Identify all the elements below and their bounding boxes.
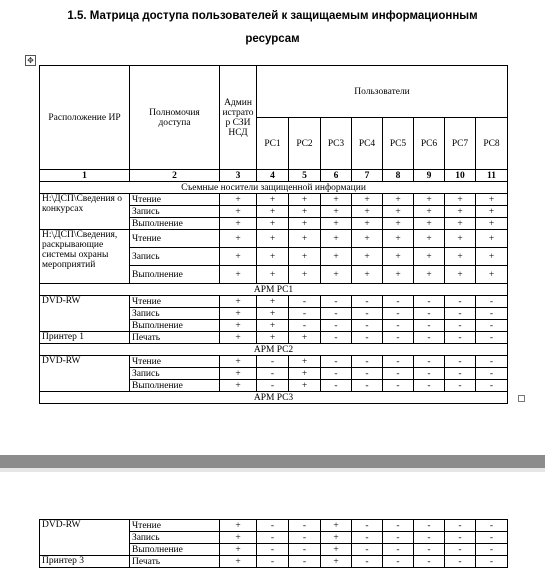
access-right: Запись xyxy=(130,532,220,544)
access-cell: - xyxy=(321,308,352,320)
access-cell: + xyxy=(476,266,508,284)
access-cell: - xyxy=(257,368,289,380)
column-number: 10 xyxy=(445,170,476,182)
access-cell: + xyxy=(289,368,321,380)
access-cell: + xyxy=(414,218,445,230)
access-cell: - xyxy=(257,556,289,568)
column-number: 5 xyxy=(289,170,321,182)
access-right: Чтение xyxy=(130,194,220,206)
user-col-header: PC7 xyxy=(445,118,476,170)
table-row xyxy=(40,194,508,206)
column-number: 3 xyxy=(220,170,257,182)
access-cell: + xyxy=(321,544,352,556)
section-title: АРМ PC1 xyxy=(40,284,508,296)
access-cell: + xyxy=(414,194,445,206)
user-col-header: PC3 xyxy=(321,118,352,170)
access-cell: - xyxy=(476,320,508,332)
access-cell: - xyxy=(445,544,476,556)
access-cell: - xyxy=(383,520,414,532)
access-cell: - xyxy=(383,356,414,368)
access-right: Выполнение xyxy=(130,218,220,230)
user-col-header: PC8 xyxy=(476,118,508,170)
access-cell: - xyxy=(445,380,476,392)
access-cell: + xyxy=(321,556,352,568)
access-matrix-table xyxy=(39,65,508,404)
access-cell: + xyxy=(352,266,383,284)
access-cell: + xyxy=(220,356,257,368)
access-cell: + xyxy=(257,308,289,320)
column-number: 2 xyxy=(130,170,220,182)
access-cell: - xyxy=(414,332,445,344)
column-number: 8 xyxy=(383,170,414,182)
access-cell: - xyxy=(257,356,289,368)
access-cell: + xyxy=(220,308,257,320)
access-right: Чтение xyxy=(130,230,220,248)
access-cell: + xyxy=(383,248,414,266)
access-cell: + xyxy=(321,248,352,266)
access-cell: + xyxy=(220,206,257,218)
table-row xyxy=(40,332,508,344)
page-heading: 1.5. Матрица доступа пользователей к защищаемым информационным xyxy=(67,10,478,22)
access-cell: + xyxy=(257,206,289,218)
access-cell: + xyxy=(220,380,257,392)
access-cell: - xyxy=(289,296,321,308)
resource-location: DVD-RW xyxy=(40,356,130,392)
col-header-admin: Администратор СЗИ НСД xyxy=(220,66,257,170)
access-cell: + xyxy=(476,206,508,218)
access-cell: + xyxy=(257,296,289,308)
access-cell: + xyxy=(383,266,414,284)
access-cell: - xyxy=(321,296,352,308)
access-cell: - xyxy=(445,368,476,380)
access-cell: + xyxy=(220,230,257,248)
access-cell: - xyxy=(321,332,352,344)
page-heading-continuation: ресурсам xyxy=(245,33,300,45)
access-cell: - xyxy=(445,520,476,532)
access-cell: - xyxy=(352,356,383,368)
section-title: Съемные носители защищенной информации xyxy=(40,182,508,194)
access-cell: + xyxy=(445,206,476,218)
access-cell: - xyxy=(445,308,476,320)
access-cell: + xyxy=(445,218,476,230)
access-cell: - xyxy=(383,556,414,568)
access-cell: + xyxy=(257,218,289,230)
access-cell: + xyxy=(476,194,508,206)
resize-handle-icon[interactable] xyxy=(518,395,525,402)
section-row xyxy=(40,392,508,404)
access-cell: - xyxy=(414,356,445,368)
user-col-header: PC2 xyxy=(289,118,321,170)
access-cell: - xyxy=(352,544,383,556)
resource-location: DVD-RW xyxy=(40,520,130,556)
access-cell: + xyxy=(476,248,508,266)
access-cell: + xyxy=(321,230,352,248)
access-cell: - xyxy=(414,308,445,320)
access-cell: - xyxy=(383,380,414,392)
table-row xyxy=(40,230,508,248)
access-cell: - xyxy=(289,520,321,532)
access-cell: + xyxy=(289,332,321,344)
access-cell: + xyxy=(352,218,383,230)
access-cell: - xyxy=(445,332,476,344)
access-cell: + xyxy=(220,266,257,284)
access-cell: - xyxy=(352,332,383,344)
access-cell: - xyxy=(352,380,383,392)
access-cell: - xyxy=(476,520,508,532)
access-cell: + xyxy=(383,206,414,218)
user-col-header: PC1 xyxy=(257,118,289,170)
access-cell: - xyxy=(383,308,414,320)
access-cell: - xyxy=(476,532,508,544)
access-matrix-continuation xyxy=(39,519,508,568)
access-cell: - xyxy=(476,380,508,392)
access-cell: + xyxy=(289,194,321,206)
access-cell: + xyxy=(220,248,257,266)
access-cell: - xyxy=(476,544,508,556)
access-cell: - xyxy=(445,320,476,332)
access-cell: + xyxy=(257,332,289,344)
access-right: Чтение xyxy=(130,296,220,308)
move-arrows-icon[interactable]: ✥ xyxy=(25,55,36,66)
access-cell: - xyxy=(352,368,383,380)
access-right: Выполнение xyxy=(130,544,220,556)
access-cell: + xyxy=(476,218,508,230)
access-cell: - xyxy=(321,368,352,380)
access-cell: - xyxy=(414,368,445,380)
access-right: Печать xyxy=(130,332,220,344)
access-cell: + xyxy=(414,248,445,266)
access-cell: - xyxy=(352,320,383,332)
resource-location: H:\ДСП\Сведения о конкурсах xyxy=(40,194,130,230)
table-row xyxy=(40,556,508,568)
access-cell: + xyxy=(383,194,414,206)
access-right: Запись xyxy=(130,308,220,320)
access-cell: + xyxy=(383,218,414,230)
access-cell: - xyxy=(352,308,383,320)
col-header-rights: Полномочия доступа xyxy=(130,66,220,170)
access-cell: + xyxy=(220,368,257,380)
access-cell: + xyxy=(289,206,321,218)
access-cell: - xyxy=(383,368,414,380)
access-cell: + xyxy=(220,532,257,544)
access-cell: + xyxy=(383,230,414,248)
access-cell: + xyxy=(445,248,476,266)
access-cell: - xyxy=(257,380,289,392)
access-cell: + xyxy=(445,194,476,206)
resource-location: DVD-RW xyxy=(40,296,130,332)
access-cell: - xyxy=(476,556,508,568)
access-right: Запись xyxy=(130,206,220,218)
access-cell: + xyxy=(289,266,321,284)
access-cell: - xyxy=(414,520,445,532)
access-cell: + xyxy=(321,194,352,206)
access-cell: - xyxy=(257,520,289,532)
access-right: Запись xyxy=(130,248,220,266)
access-cell: - xyxy=(383,532,414,544)
users-header: Пользователи xyxy=(257,66,508,118)
access-cell: - xyxy=(414,544,445,556)
access-cell: - xyxy=(352,532,383,544)
access-cell: - xyxy=(476,356,508,368)
access-cell: + xyxy=(352,194,383,206)
access-cell: - xyxy=(352,556,383,568)
access-cell: + xyxy=(289,356,321,368)
access-cell: + xyxy=(220,332,257,344)
user-col-header: PC6 xyxy=(414,118,445,170)
access-cell: + xyxy=(220,218,257,230)
access-cell: - xyxy=(476,308,508,320)
column-number: 1 xyxy=(40,170,130,182)
access-cell: + xyxy=(257,194,289,206)
access-cell: - xyxy=(321,356,352,368)
access-cell: + xyxy=(220,296,257,308)
section-title: АРМ PC3 xyxy=(40,392,508,404)
access-cell: - xyxy=(289,320,321,332)
access-cell: + xyxy=(257,320,289,332)
access-cell: - xyxy=(445,296,476,308)
access-cell: - xyxy=(445,356,476,368)
access-cell: + xyxy=(414,230,445,248)
access-cell: + xyxy=(352,248,383,266)
section-row xyxy=(40,284,508,296)
section-title: АРМ PC2 xyxy=(40,344,508,356)
access-cell: - xyxy=(289,544,321,556)
access-cell: - xyxy=(257,532,289,544)
access-cell: - xyxy=(352,296,383,308)
access-cell: + xyxy=(289,248,321,266)
resource-location: Принтер 3 xyxy=(40,556,130,568)
access-cell: - xyxy=(414,380,445,392)
access-cell: - xyxy=(445,556,476,568)
column-number: 7 xyxy=(352,170,383,182)
access-cell: + xyxy=(220,320,257,332)
column-number: 4 xyxy=(257,170,289,182)
table-row xyxy=(40,356,508,368)
access-cell: + xyxy=(220,194,257,206)
access-right: Чтение xyxy=(130,520,220,532)
table-row xyxy=(40,296,508,308)
access-cell: - xyxy=(476,296,508,308)
access-cell: - xyxy=(476,332,508,344)
access-cell: - xyxy=(321,320,352,332)
access-cell: - xyxy=(383,296,414,308)
access-cell: - xyxy=(414,556,445,568)
user-col-header: PC5 xyxy=(383,118,414,170)
access-cell: + xyxy=(414,206,445,218)
access-cell: - xyxy=(383,332,414,344)
access-cell: - xyxy=(414,532,445,544)
access-cell: + xyxy=(476,230,508,248)
access-cell: + xyxy=(321,266,352,284)
access-right: Выполнение xyxy=(130,266,220,284)
access-cell: - xyxy=(414,320,445,332)
page-break xyxy=(0,455,545,468)
resource-location: Принтер 1 xyxy=(40,332,130,344)
column-number: 6 xyxy=(321,170,352,182)
access-cell: + xyxy=(414,266,445,284)
document-page-2 xyxy=(0,472,545,576)
access-cell: - xyxy=(414,296,445,308)
access-cell: + xyxy=(445,230,476,248)
access-cell: + xyxy=(321,532,352,544)
access-cell: - xyxy=(352,520,383,532)
section-row xyxy=(40,182,508,194)
access-cell: - xyxy=(383,544,414,556)
column-number: 11 xyxy=(476,170,508,182)
col-header-location: Расположение ИР xyxy=(40,66,130,170)
access-cell: - xyxy=(383,320,414,332)
access-cell: + xyxy=(220,556,257,568)
access-cell: + xyxy=(289,380,321,392)
user-col-header: PC4 xyxy=(352,118,383,170)
access-right: Выполнение xyxy=(130,380,220,392)
access-right: Запись xyxy=(130,368,220,380)
access-cell: + xyxy=(352,206,383,218)
access-cell: - xyxy=(321,380,352,392)
access-cell: - xyxy=(476,368,508,380)
column-number: 9 xyxy=(414,170,445,182)
access-cell: + xyxy=(321,206,352,218)
section-row xyxy=(40,344,508,356)
access-right: Печать xyxy=(130,556,220,568)
access-cell: + xyxy=(289,218,321,230)
access-cell: - xyxy=(289,556,321,568)
access-cell: + xyxy=(257,230,289,248)
access-cell: + xyxy=(220,544,257,556)
access-right: Выполнение xyxy=(130,320,220,332)
table-row xyxy=(40,520,508,532)
access-cell: + xyxy=(220,520,257,532)
access-cell: + xyxy=(445,266,476,284)
access-cell: + xyxy=(352,230,383,248)
resource-location: H:\ДСП\Сведения, раскрывающие системы охраны мероприятий xyxy=(40,230,130,284)
access-right: Чтение xyxy=(130,356,220,368)
access-cell: + xyxy=(257,248,289,266)
access-cell: + xyxy=(289,230,321,248)
access-cell: - xyxy=(257,544,289,556)
access-cell: - xyxy=(289,532,321,544)
access-cell: + xyxy=(321,520,352,532)
access-cell: - xyxy=(289,308,321,320)
access-cell: - xyxy=(445,532,476,544)
access-cell: + xyxy=(321,218,352,230)
access-cell: + xyxy=(257,266,289,284)
